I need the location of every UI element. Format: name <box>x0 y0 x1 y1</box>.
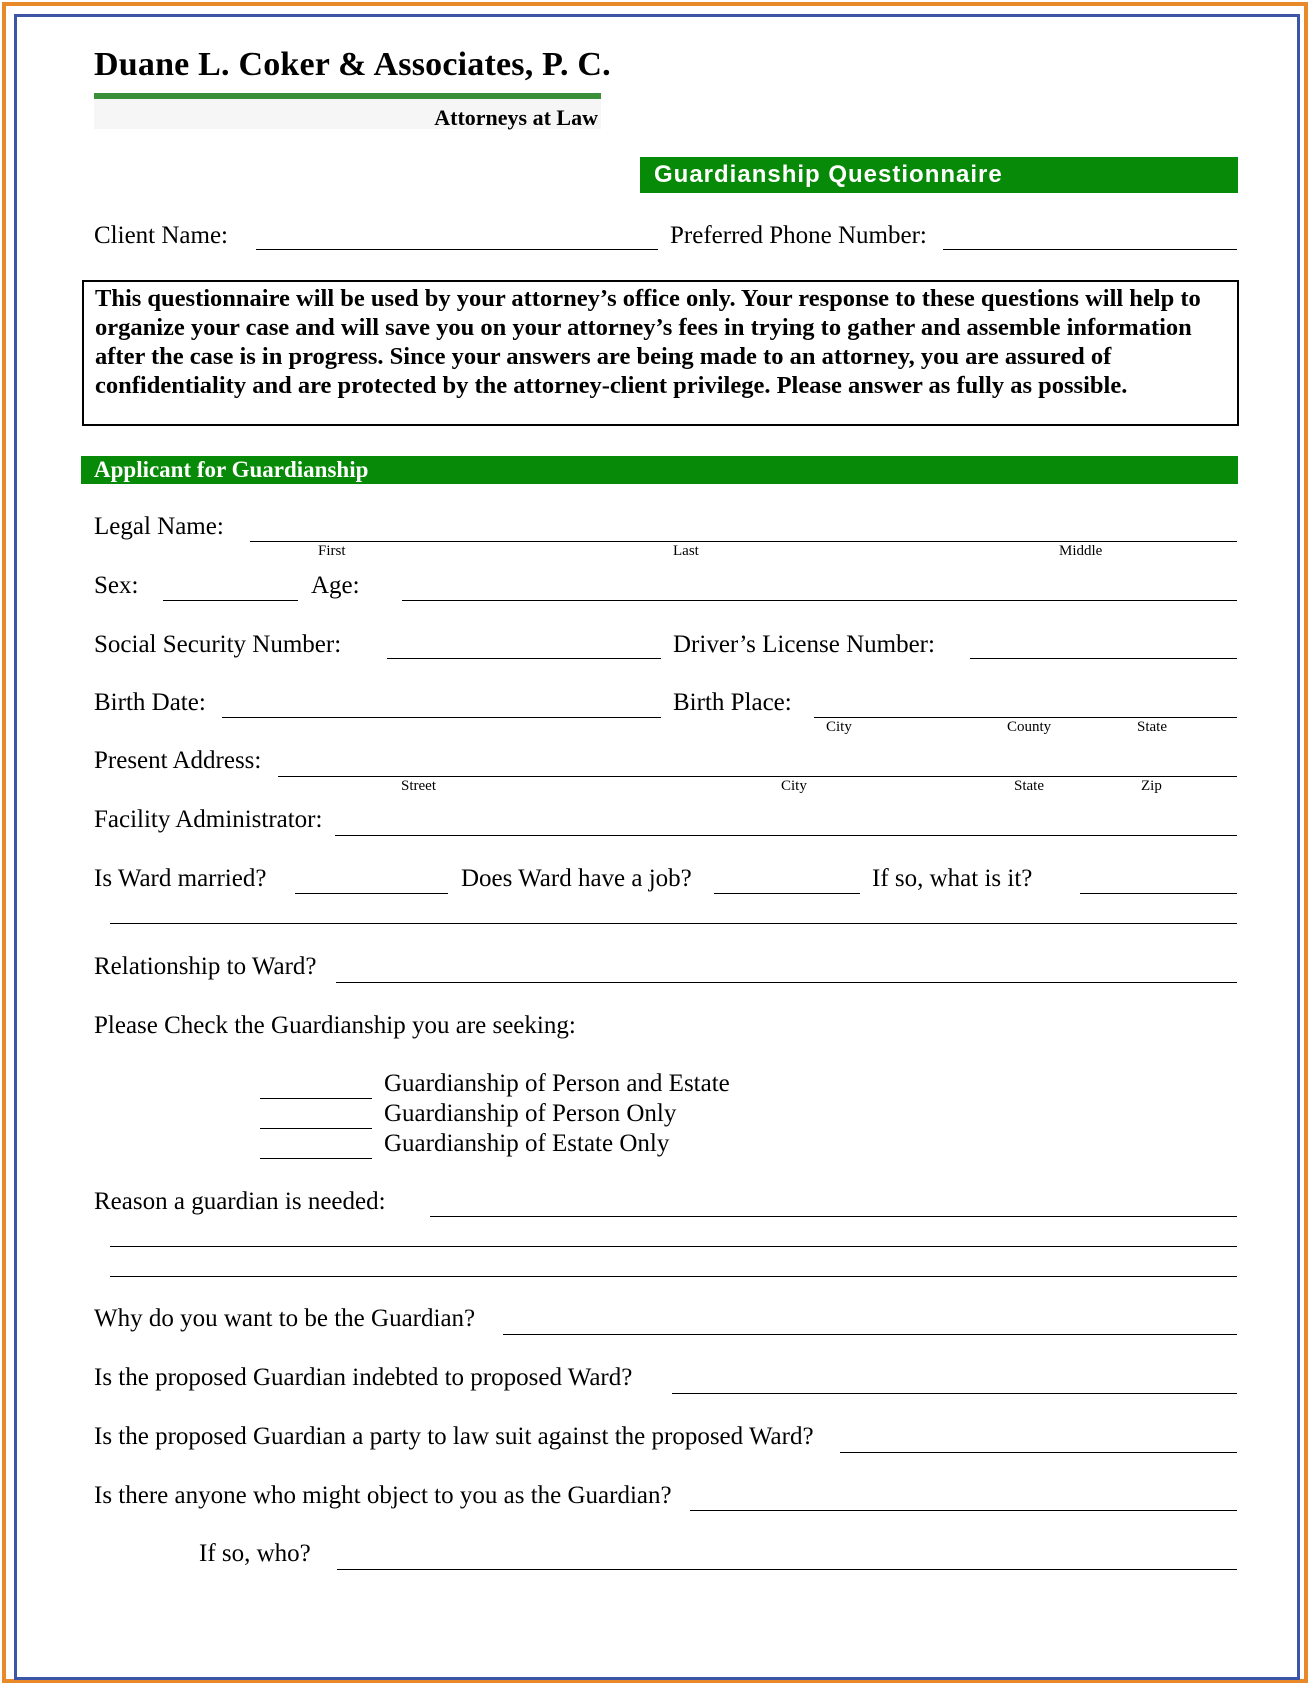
confidentiality-notice: This questionnaire will be used by your attorney’s office only. Your response to these questions will help to organize your case and will save you on your attorney’s fees in trying to gather and assemble information after the case is in progress. Since your answers are being made to an attorney, you are assured of confidentiality and are protected by the attorney-client privilege. Please answer as fully as possible. <box>82 280 1239 426</box>
ssn-label: Social Security Number: <box>94 631 342 658</box>
job-what-field[interactable] <box>1080 893 1237 894</box>
firm-subtitle: Attorneys at Law <box>434 105 598 130</box>
guardianship-option-person-estate: Guardianship of Person and Estate <box>384 1070 730 1097</box>
birth-date-label: Birth Date: <box>94 689 206 716</box>
job-what-label: If so, what is it? <box>872 865 1033 892</box>
lawsuit-label: Is the proposed Guardian a party to law suit against the proposed Ward? <box>94 1423 814 1450</box>
name-sublabel-first: First <box>318 543 346 559</box>
birth-place-sublabel-state: State <box>1137 719 1167 735</box>
reason-field[interactable] <box>430 1216 1237 1217</box>
client-name-field[interactable] <box>256 249 658 250</box>
address-field[interactable] <box>278 776 1237 777</box>
job-label: Does Ward have a job? <box>461 865 692 892</box>
address-sublabel-street: Street <box>401 778 436 794</box>
name-sublabel-last: Last <box>673 543 699 559</box>
object-label: Is there anyone who might object to you as the Guardian? <box>94 1482 672 1509</box>
reason-field-line-2[interactable] <box>110 1246 1237 1247</box>
firm-name: Duane L. Coker & Associates, P. C. <box>94 46 611 83</box>
job-what-field-continued[interactable] <box>110 923 1237 924</box>
form-title: Guardianship Questionnaire <box>640 157 1238 193</box>
dl-label: Driver’s License Number: <box>673 631 935 658</box>
reason-field-line-3[interactable] <box>110 1276 1237 1277</box>
married-label: Is Ward married? <box>94 865 267 892</box>
guardianship-option-estate-only-checkbox[interactable] <box>260 1158 372 1159</box>
phone-field[interactable] <box>943 249 1237 250</box>
who-field[interactable] <box>337 1569 1237 1570</box>
dl-field[interactable] <box>970 658 1237 659</box>
why-label: Why do you want to be the Guardian? <box>94 1305 476 1332</box>
age-field[interactable] <box>402 600 1237 601</box>
birth-place-label: Birth Place: <box>673 689 792 716</box>
client-name-label: Client Name: <box>94 222 228 249</box>
ssn-field[interactable] <box>387 658 661 659</box>
legal-name-label: Legal Name: <box>94 513 224 540</box>
guardianship-option-person-estate-checkbox[interactable] <box>260 1098 372 1099</box>
birth-place-sublabel-county: County <box>1007 719 1052 735</box>
guardianship-option-estate-only: Guardianship of Estate Only <box>384 1130 670 1157</box>
guardianship-option-person-only-checkbox[interactable] <box>260 1128 372 1129</box>
birth-place-field[interactable] <box>814 717 1237 718</box>
married-field[interactable] <box>295 893 448 894</box>
phone-label: Preferred Phone Number: <box>670 222 927 249</box>
birth-place-sublabel-city: City <box>826 719 852 735</box>
job-field[interactable] <box>714 893 860 894</box>
age-label: Age: <box>311 572 360 599</box>
relationship-label: Relationship to Ward? <box>94 953 317 980</box>
guardianship-check-prompt: Please Check the Guardianship you are seeking: <box>94 1012 576 1039</box>
sex-label: Sex: <box>94 572 139 599</box>
indebted-field[interactable] <box>672 1393 1237 1394</box>
address-sublabel-city: City <box>781 778 807 794</box>
address-label: Present Address: <box>94 747 262 774</box>
indebted-label: Is the proposed Guardian indebted to proposed Ward? <box>94 1364 633 1391</box>
reason-label: Reason a guardian is needed: <box>94 1188 386 1215</box>
name-sublabel-middle: Middle <box>1059 543 1103 559</box>
why-field[interactable] <box>503 1334 1237 1335</box>
facility-label: Facility Administrator: <box>94 806 323 833</box>
address-sublabel-state: State <box>1014 778 1044 794</box>
relationship-field[interactable] <box>336 982 1237 983</box>
birth-date-field[interactable] <box>222 717 661 718</box>
sex-field[interactable] <box>163 600 298 601</box>
object-field[interactable] <box>690 1510 1237 1511</box>
section-title-applicant: Applicant for Guardianship <box>81 456 1238 484</box>
lawsuit-field[interactable] <box>840 1452 1237 1453</box>
who-label: If so, who? <box>199 1540 311 1567</box>
guardianship-option-person-only: Guardianship of Person Only <box>384 1100 677 1127</box>
legal-name-field[interactable] <box>250 541 1237 542</box>
letterhead-rule <box>94 93 601 99</box>
address-sublabel-zip: Zip <box>1141 778 1162 794</box>
facility-field[interactable] <box>335 835 1237 836</box>
